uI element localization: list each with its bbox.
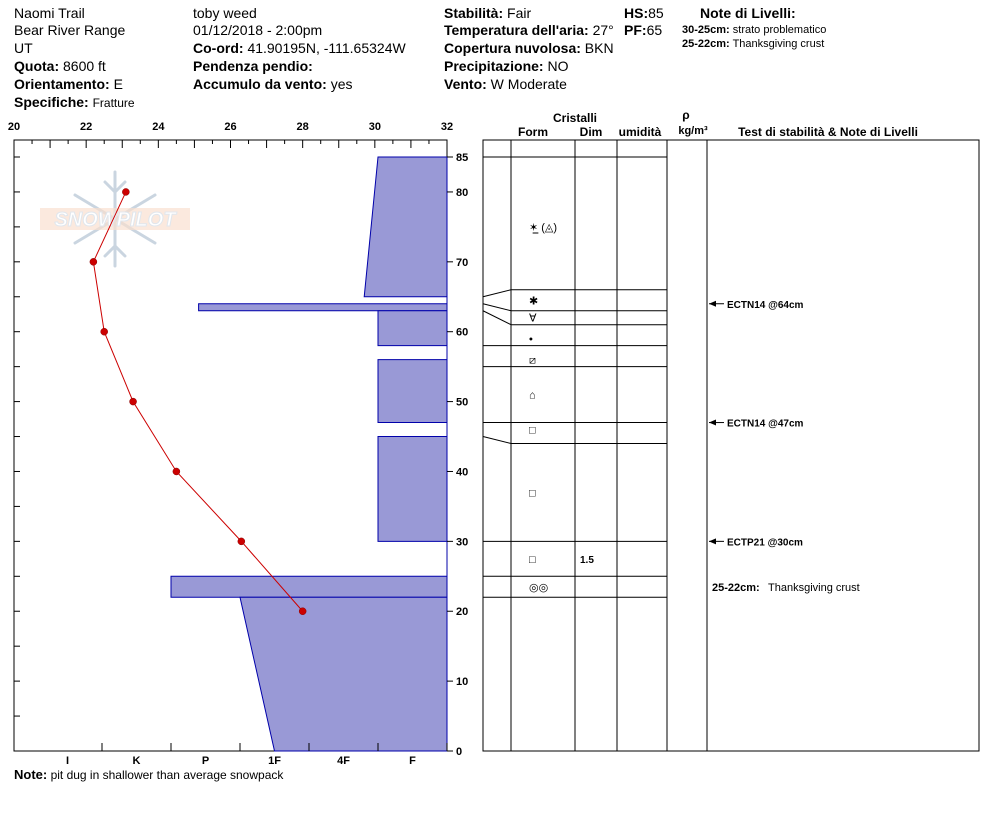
depth-connector	[483, 290, 511, 297]
crystal-form: □	[529, 487, 536, 500]
crystal-form: ✱	[529, 295, 539, 308]
hardness-layer	[364, 157, 447, 297]
wind: Vento: W Moderate	[444, 76, 567, 92]
density-symbol: ρ	[682, 108, 690, 122]
crystal-form: ∀	[529, 312, 537, 325]
air-temperature: Temperatura dell'aria: 27°	[444, 22, 614, 38]
height-tick-label: 85	[456, 152, 469, 164]
wind-loading: Accumulo da vento: yes	[193, 76, 353, 92]
snow-height: HS:85	[624, 5, 664, 21]
layer-comment-range: 25-22cm:	[712, 581, 760, 594]
crystals-header: Cristalli	[552, 111, 598, 125]
depth-connector	[483, 311, 511, 325]
height-tick-label: 0	[456, 746, 463, 758]
hardness-tick-label: K	[132, 755, 141, 767]
temperature-point	[90, 258, 97, 265]
temperature-point	[101, 328, 108, 335]
temp-tick-label: 32	[440, 121, 454, 133]
crystal-form: ◎◎	[529, 581, 549, 594]
stability-test-label: ECTP21 @30cm	[727, 537, 803, 549]
temp-tick-label: 28	[296, 121, 309, 133]
layer-notes-title: Note di Livelli:	[700, 5, 796, 21]
height-tick-label: 70	[456, 256, 469, 269]
hardness-tick-label: I	[65, 755, 70, 767]
specifics: Specifiche: Fratture	[14, 94, 135, 110]
datetime: 01/12/2018 - 2:00pm	[193, 22, 323, 38]
stability-arrow-head	[709, 538, 716, 544]
hardness-layer	[378, 311, 447, 346]
temperature-point	[238, 538, 245, 545]
layer-note: 30-25cm: strato problematico	[682, 24, 827, 36]
hardness-layer	[378, 360, 447, 423]
elevation: Quota: 8600 ft	[14, 58, 106, 74]
hardness-layer	[171, 576, 447, 597]
temp-tick-label: 24	[152, 121, 165, 133]
height-tick-label: 50	[456, 396, 469, 409]
location: Naomi Trail	[14, 5, 85, 21]
stability: Stabilità: Fair	[444, 5, 532, 21]
crystal-form: ⧄	[529, 354, 536, 367]
temperature-point	[173, 468, 180, 475]
density-unit: kg/m³	[678, 125, 708, 137]
state: UT	[14, 40, 33, 56]
crystal-form: □	[529, 424, 536, 437]
temp-tick-label: 22	[80, 121, 93, 133]
stability-header: Test di stabilità & Note di Livelli	[738, 125, 918, 139]
crystal-form: ⌂	[529, 389, 536, 402]
depth-connector	[483, 437, 511, 444]
height-tick-label: 80	[456, 186, 469, 199]
footer-note: Note: pit dug in shallower than average snowpack	[14, 767, 284, 782]
stability-test-label: ECTN14 @64cm	[727, 299, 804, 311]
layer-comment-text: Thanksgiving crust	[768, 581, 860, 594]
temp-tick-label: 20	[7, 121, 21, 133]
height-tick-label: 60	[456, 326, 469, 339]
height-tick-label: 10	[456, 676, 469, 689]
cloud-cover: Copertura nuvolosa: BKN	[444, 40, 614, 56]
svg-text:SNOWPILOT: SNOWPILOT	[54, 209, 176, 231]
snowpilot-logo	[40, 172, 190, 266]
foot-penetration: PF:65	[624, 22, 663, 38]
crystal-form: •	[529, 333, 533, 346]
hardness-tick-label: F	[409, 755, 416, 767]
stability-arrow-head	[709, 301, 716, 307]
temp-tick-label: 30	[368, 121, 381, 133]
crystal-form: □	[529, 553, 536, 566]
height-tick-label: 20	[456, 606, 469, 619]
temp-tick-label: 26	[224, 121, 237, 133]
temperature-point	[299, 608, 306, 615]
observer: toby weed	[193, 5, 257, 21]
height-tick-label: 30	[456, 536, 469, 549]
temperature-point	[130, 398, 137, 405]
size-header: Dim	[579, 125, 603, 139]
hardness-layer	[240, 597, 447, 751]
moisture-header: umidità	[618, 125, 662, 139]
height-tick-label: 40	[456, 466, 469, 479]
hardness-tick-label: P	[201, 755, 210, 767]
depth-connector	[483, 304, 511, 311]
slope-angle: Pendenza pendio:	[193, 58, 313, 74]
hardness-layer	[199, 304, 447, 311]
table-frame	[483, 140, 979, 751]
hardness-tick-label: 4F	[337, 755, 350, 767]
hardness-layer	[378, 437, 447, 542]
crystal-form: ✶̲ (◬)	[529, 221, 558, 234]
mountain-range: Bear River Range	[14, 22, 126, 38]
precipitation: Precipitazione: NO	[444, 58, 569, 74]
aspect: Orientamento: E	[14, 76, 123, 92]
layer-note: 25-22cm: Thanksgiving crust	[682, 38, 825, 50]
stability-test-label: ECTN14 @47cm	[727, 418, 804, 430]
hardness-tick-label: 1F	[268, 755, 281, 767]
stability-arrow-head	[709, 420, 716, 426]
temperature-point	[122, 188, 129, 195]
coordinates: Co-ord: 41.90195N, -111.65324W	[193, 40, 406, 56]
form-header: Form	[518, 125, 548, 139]
crystal-size: 1.5	[580, 554, 594, 566]
